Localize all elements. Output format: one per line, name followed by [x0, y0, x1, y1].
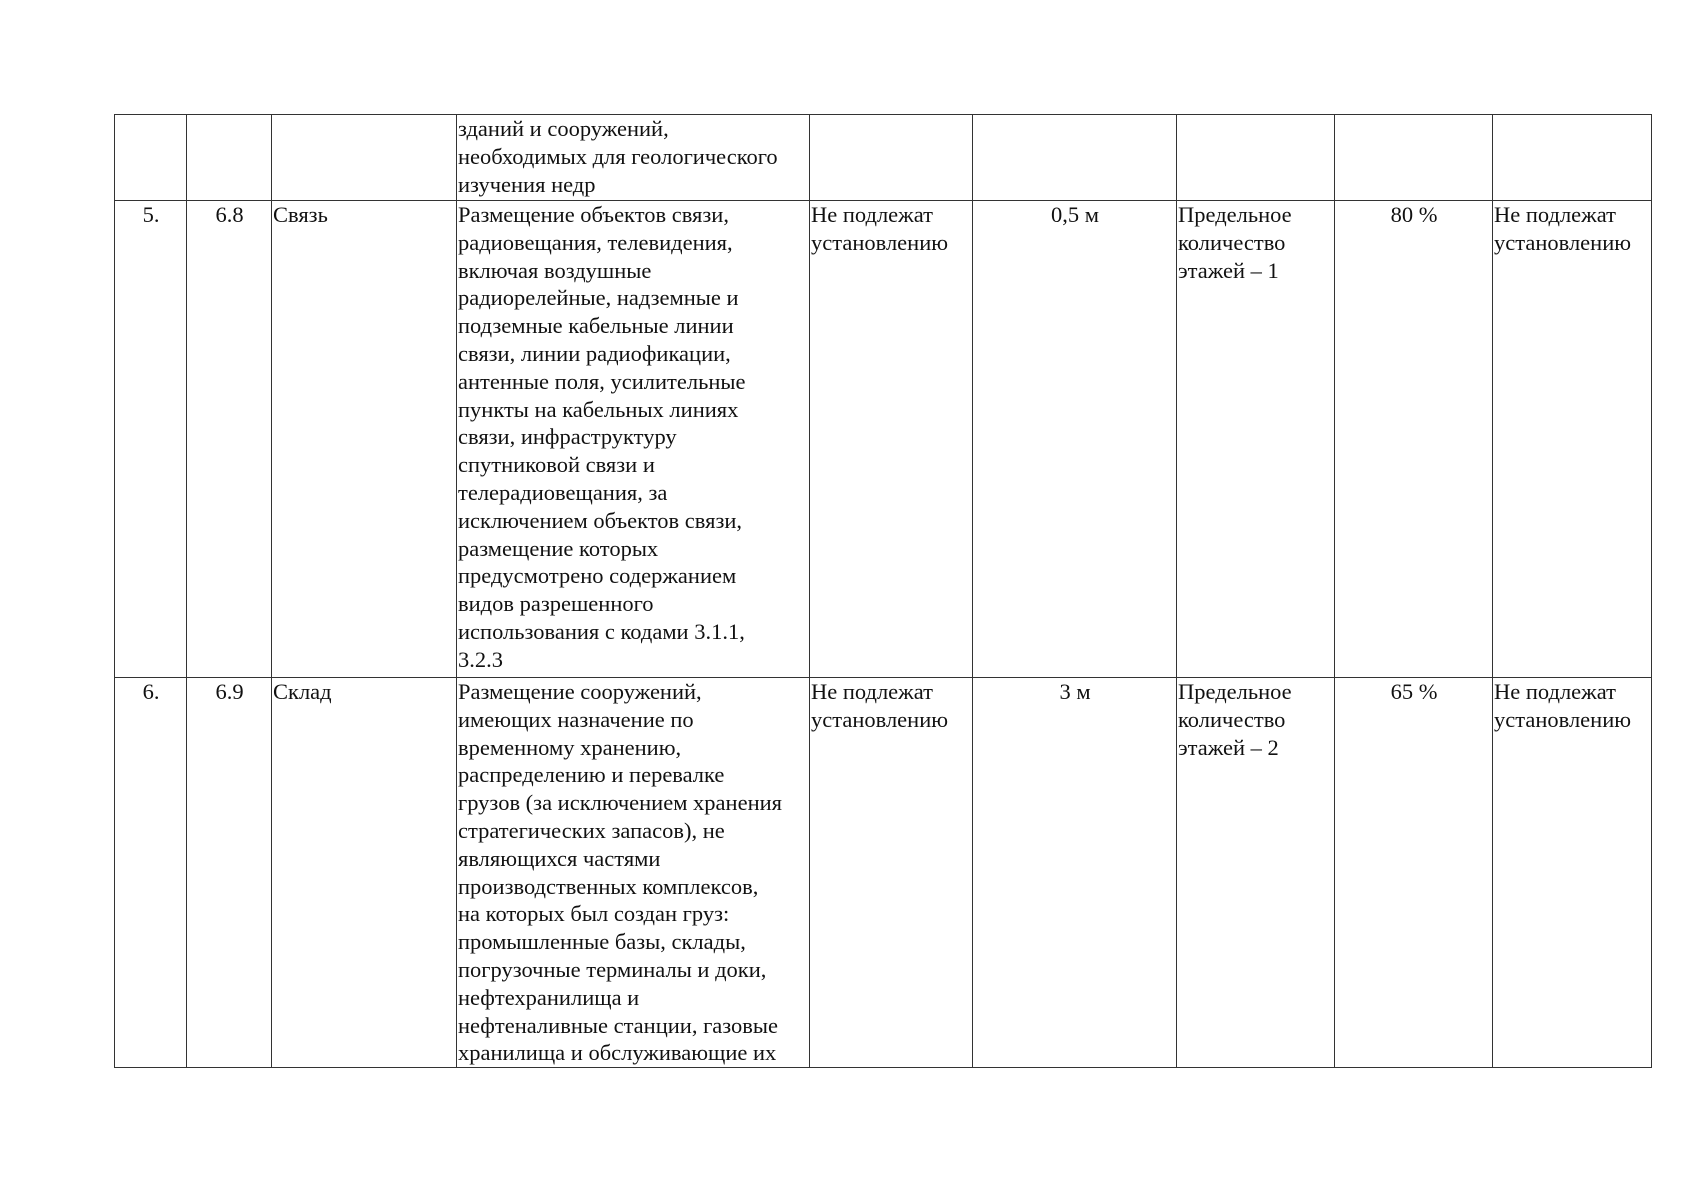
description-line: пункты на кабельных линиях [458, 396, 739, 422]
description-line: являющихся частями [458, 845, 661, 871]
height-line: этажей – 1 [1178, 257, 1279, 283]
cell-use-name [272, 115, 457, 201]
cell-code [187, 115, 272, 201]
table-body [115, 115, 1652, 1068]
description-line: подземные кабельные линии [458, 313, 734, 339]
cell-height [1177, 201, 1335, 678]
cell-coverage: 80 % [1335, 201, 1493, 678]
cell-other [1493, 115, 1652, 201]
description-line: временному хранению, [458, 734, 682, 760]
cell-description [457, 201, 810, 678]
description-line: Размещение сооружений, [458, 679, 702, 704]
table-row-continuation [115, 115, 1652, 201]
table-row-warehouse [115, 678, 1652, 1068]
description-line: использования с кодами 3.1.1, [458, 618, 745, 644]
description-line: телерадиовещания, за [458, 479, 668, 505]
cell-use-name: Связь [272, 201, 457, 678]
other-line: установлению [1494, 706, 1632, 732]
description-line: включая воздушные [458, 257, 652, 283]
other-line: Не подлежат [1494, 202, 1616, 227]
description-line: имеющих назначение по [458, 706, 694, 732]
description-line: предусмотрено содержанием [458, 563, 737, 589]
cell-coverage: 65 % [1335, 678, 1493, 1068]
cell-use-name: Склад [272, 678, 457, 1068]
min-area-line: Не подлежат [811, 679, 933, 704]
description-line: изучения недр [458, 171, 596, 197]
cell-min-area [810, 115, 973, 201]
description-line: 3.2.3 [458, 646, 503, 672]
other-line: установлению [1494, 229, 1632, 255]
description-line: производственных комплексов, [458, 873, 759, 899]
cell-description [457, 678, 810, 1068]
min-area-line: установлению [811, 229, 949, 255]
cell-number: 5. [115, 201, 187, 678]
description-line: радиорелейные, надземные и [458, 285, 739, 311]
description-line: нефтехранилища и [458, 984, 640, 1010]
cell-height [1177, 678, 1335, 1068]
description-line: на которых был создан груз: [458, 901, 730, 927]
description-line: грузов (за исключением хранения [458, 790, 782, 816]
cell-code: 6.8 [187, 201, 272, 678]
description-line: погрузочные терминалы и доки, [458, 956, 767, 982]
land-use-regulations-table [114, 114, 1652, 1068]
min-area-line: Не подлежат [811, 202, 933, 227]
description-line: зданий и сооружений, [458, 116, 669, 141]
height-line: Предельное [1178, 679, 1292, 704]
cell-setback: 3 м [973, 678, 1177, 1068]
description-line: радиовещания, телевидения, [458, 229, 733, 255]
cell-setback [973, 115, 1177, 201]
cell-code: 6.9 [187, 678, 272, 1068]
description-line: хранилища и обслуживающие их [458, 1040, 777, 1066]
table-row-communication [115, 201, 1652, 678]
description-line: нефтеналивные станции, газовые [458, 1012, 779, 1038]
cell-min-area [810, 678, 973, 1068]
description-line: распределению и перевалке [458, 762, 725, 788]
height-line: количество [1178, 706, 1286, 732]
description-line: стратегических запасов), не [458, 817, 725, 843]
cell-setback: 0,5 м [973, 201, 1177, 678]
cell-number [115, 115, 187, 201]
other-line: Не подлежат [1494, 679, 1616, 704]
cell-height [1177, 115, 1335, 201]
height-line: этажей – 2 [1178, 734, 1279, 760]
min-area-line: установлению [811, 706, 949, 732]
description-line: спутниковой связи и [458, 452, 655, 478]
height-line: количество [1178, 229, 1286, 255]
description-line: антенные поля, усилительные [458, 368, 746, 394]
cell-coverage [1335, 115, 1493, 201]
description-line: размещение которых [458, 535, 659, 561]
cell-other [1493, 678, 1652, 1068]
cell-other [1493, 201, 1652, 678]
description-line: необходимых для геологического [458, 143, 778, 169]
description-line: исключением объектов связи, [458, 507, 743, 533]
description-line: связи, линии радиофикации, [458, 340, 731, 366]
cell-min-area [810, 201, 973, 678]
height-line: Предельное [1178, 202, 1292, 227]
description-line: Размещение объектов связи, [458, 202, 729, 227]
description-line: связи, инфраструктуру [458, 424, 677, 450]
cell-number: 6. [115, 678, 187, 1068]
description-line: промышленные базы, склады, [458, 929, 746, 955]
description-line: видов разрешенного [458, 591, 654, 617]
cell-description [457, 115, 810, 201]
